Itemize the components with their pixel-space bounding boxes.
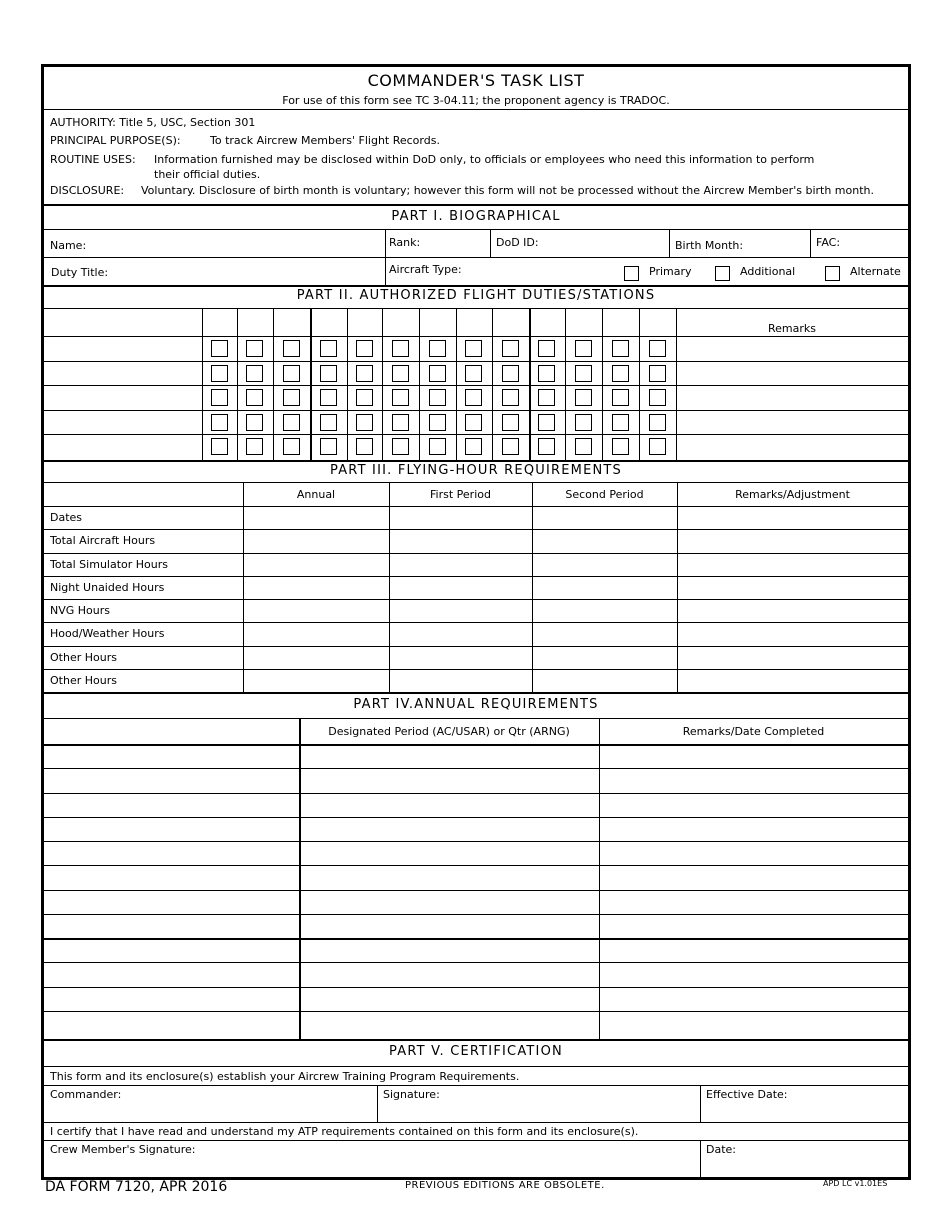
part3-cell[interactable]: [679, 555, 906, 574]
divider: [532, 482, 533, 692]
station-checkbox[interactable]: [283, 438, 300, 455]
station-checkbox[interactable]: [575, 414, 592, 431]
part4-remarks-cell[interactable]: [602, 843, 905, 863]
part3-cell[interactable]: [245, 601, 387, 620]
station-checkbox[interactable]: [575, 438, 592, 455]
part3-cell[interactable]: [534, 671, 675, 690]
station-checkbox[interactable]: [612, 340, 629, 357]
divider: [44, 692, 908, 694]
station-checkbox[interactable]: [211, 365, 228, 382]
part4-period-cell[interactable]: [302, 819, 596, 839]
divider: [44, 285, 908, 287]
part3-cell[interactable]: [679, 601, 906, 620]
station-checkbox[interactable]: [575, 365, 592, 382]
form-title: COMMANDER'S TASK LIST: [367, 71, 585, 90]
station-checkbox[interactable]: [246, 365, 263, 382]
dod-id-input[interactable]: [544, 237, 664, 253]
part4-period-header: Designated Period (AC/USAR) or Qtr (ARNG): [328, 725, 570, 738]
divider: [44, 553, 908, 554]
part3-cell[interactable]: [245, 508, 387, 527]
part3-cell[interactable]: [245, 555, 387, 574]
part3-cell[interactable]: [679, 648, 906, 667]
station-checkbox[interactable]: [392, 365, 409, 382]
station-checkbox[interactable]: [612, 365, 629, 382]
station-checkbox[interactable]: [649, 389, 666, 406]
commander-input[interactable]: [50, 1103, 372, 1119]
primary-checkbox[interactable]: [624, 266, 639, 281]
station-checkbox[interactable]: [465, 438, 482, 455]
station-checkbox[interactable]: [211, 389, 228, 406]
routine-uses-text: Information furnished may be disclosed within DoD only, to officials or employees who need this information to perform: [154, 153, 815, 166]
disclosure-label: DISCLOSURE:: [50, 184, 125, 197]
station-checkbox[interactable]: [502, 414, 519, 431]
station-checkbox[interactable]: [538, 365, 555, 382]
part4-remarks-cell[interactable]: [602, 916, 905, 936]
part3-cell[interactable]: [245, 648, 387, 667]
part3-cell[interactable]: [391, 555, 530, 574]
part3-row-label: Hood/Weather Hours: [50, 627, 165, 641]
divider: [44, 529, 908, 530]
part3-cell[interactable]: [534, 531, 675, 550]
divider: [44, 460, 908, 462]
obsolete-notice: PREVIOUS EDITIONS ARE OBSOLETE.: [405, 1180, 605, 1191]
divider: [243, 482, 244, 692]
divider: [44, 1039, 908, 1041]
part4-remarks-cell[interactable]: [602, 819, 905, 839]
name-label: Name:: [50, 239, 87, 252]
station-checkbox[interactable]: [538, 438, 555, 455]
divider: [700, 1140, 701, 1177]
divider: [389, 482, 390, 692]
part4-period-cell[interactable]: [302, 746, 596, 766]
form-id: DA FORM 7120, APR 2016: [45, 1179, 228, 1195]
station-checkbox[interactable]: [320, 389, 337, 406]
routine-uses-label: ROUTINE USES:: [50, 153, 136, 166]
divider: [44, 1066, 908, 1067]
station-checkbox[interactable]: [211, 438, 228, 455]
divider: [44, 669, 908, 670]
purpose-label: PRINCIPAL PURPOSE(S):: [50, 134, 181, 147]
station-checkbox[interactable]: [429, 365, 446, 382]
part4-period-cell[interactable]: [302, 867, 596, 887]
station-checkbox[interactable]: [246, 438, 263, 455]
part2-row: [44, 385, 908, 410]
part3-cell[interactable]: [534, 555, 675, 574]
part4-requirement-cell[interactable]: [46, 867, 296, 887]
part3-cell[interactable]: [391, 624, 530, 643]
part3-cell[interactable]: [534, 648, 675, 667]
part3-cell[interactable]: [391, 671, 530, 690]
part4-period-cell[interactable]: [302, 795, 596, 815]
crew-signature-label: Crew Member's Signature:: [50, 1143, 196, 1156]
part3-cell[interactable]: [679, 531, 906, 550]
part2-row: [44, 336, 908, 361]
divider: [44, 768, 908, 769]
part3-cell[interactable]: [679, 624, 906, 643]
station-checkbox[interactable]: [502, 340, 519, 357]
form-subtitle: For use of this form see TC 3-04.11; the proponent agency is TRADOC.: [282, 94, 670, 107]
station-checkbox[interactable]: [429, 438, 446, 455]
part1-title: PART I. BIOGRAPHICAL: [391, 209, 561, 224]
part4-requirement-cell[interactable]: [46, 1013, 296, 1033]
fac-label: FAC:: [816, 236, 841, 249]
crew-signature-field[interactable]: [50, 1158, 695, 1174]
alternate-checkbox[interactable]: [825, 266, 840, 281]
authority-text: AUTHORITY: Title 5, USC, Section 301: [50, 116, 256, 129]
divider: [377, 1085, 378, 1122]
part4-remarks-cell[interactable]: [602, 964, 905, 984]
part4-remarks-cell[interactable]: [602, 989, 905, 1009]
part5-title: PART V. CERTIFICATION: [389, 1044, 563, 1059]
station-checkbox[interactable]: [320, 365, 337, 382]
routine-uses-text-cont: their official duties.: [154, 168, 261, 181]
station-checkbox[interactable]: [356, 365, 373, 382]
signature-label: Signature:: [383, 1088, 440, 1101]
divider: [44, 865, 908, 866]
station-checkbox[interactable]: [356, 414, 373, 431]
station-checkbox[interactable]: [649, 438, 666, 455]
divider: [700, 1085, 701, 1122]
disclosure-text: Voluntary. Disclosure of birth month is voluntary; however this form will not be processed without the Aircrew Member's birth month.: [141, 184, 874, 197]
divider: [44, 257, 908, 258]
station-checkbox[interactable]: [211, 414, 228, 431]
part4-requirement-cell[interactable]: [46, 989, 296, 1009]
commander-signature-field[interactable]: [383, 1103, 695, 1119]
divider: [44, 109, 908, 110]
rank-input[interactable]: [424, 237, 484, 253]
station-checkbox[interactable]: [283, 340, 300, 357]
part4-period-cell[interactable]: [302, 843, 596, 863]
part4-requirement-cell[interactable]: [46, 770, 296, 790]
part4-remarks-cell[interactable]: [602, 746, 905, 766]
part4-requirement-cell[interactable]: [46, 819, 296, 839]
rank-label: Rank:: [389, 236, 421, 249]
divider: [599, 718, 600, 1039]
divider: [44, 718, 908, 719]
part3-cell[interactable]: [391, 531, 530, 550]
divider: [44, 646, 908, 647]
part3-cell[interactable]: [245, 624, 387, 643]
divider: [44, 229, 908, 230]
station-checkbox[interactable]: [649, 365, 666, 382]
station-checkbox[interactable]: [320, 414, 337, 431]
divider: [44, 576, 908, 577]
station-checkbox[interactable]: [502, 365, 519, 382]
part4-requirement-cell[interactable]: [46, 843, 296, 863]
station-checkbox[interactable]: [392, 414, 409, 431]
divider: [44, 890, 908, 891]
part4-remarks-header: Remarks/Date Completed: [682, 725, 825, 738]
station-checkbox[interactable]: [320, 340, 337, 357]
commander-label: Commander:: [50, 1088, 122, 1101]
part3-row-label: Night Unaided Hours: [50, 580, 165, 594]
part3-row-label: Total Simulator Hours: [50, 557, 168, 571]
part4-requirement-cell[interactable]: [46, 940, 296, 960]
part3-cell[interactable]: [679, 508, 906, 527]
version-label: APD LC v1.01ES: [823, 1179, 888, 1188]
station-checkbox[interactable]: [649, 414, 666, 431]
station-checkbox[interactable]: [211, 340, 228, 357]
part4-remarks-cell[interactable]: [602, 940, 905, 960]
divider: [44, 1122, 908, 1123]
certify-statement: I certify that I have read and understand my ATP requirements contained on this form and its enclosure(s).: [50, 1125, 639, 1138]
part4-requirement-cell[interactable]: [46, 892, 296, 912]
station-checkbox[interactable]: [356, 340, 373, 357]
birth-month-input[interactable]: [744, 237, 806, 253]
part3-cell[interactable]: [534, 578, 675, 597]
part3-cell[interactable]: [679, 671, 906, 690]
part3-cell[interactable]: [534, 508, 675, 527]
divider: [490, 229, 491, 257]
station-checkbox[interactable]: [356, 438, 373, 455]
part3-row-label: Other Hours: [50, 650, 117, 664]
station-checkbox[interactable]: [612, 438, 629, 455]
divider: [44, 1011, 908, 1012]
divider: [44, 1140, 908, 1141]
station-checkbox[interactable]: [246, 340, 263, 357]
divider: [677, 482, 678, 692]
part4-period-cell[interactable]: [302, 964, 596, 984]
divider: [44, 841, 908, 842]
station-checkbox[interactable]: [246, 414, 263, 431]
effective-date-label: Effective Date:: [706, 1088, 788, 1101]
alternate-label: Alternate: [850, 265, 901, 278]
part3-cell[interactable]: [391, 648, 530, 667]
part4-remarks-cell[interactable]: [602, 795, 905, 815]
part3-row-label: Other Hours: [50, 673, 117, 687]
part2-remarks-header: Remarks: [768, 322, 816, 335]
divider: [299, 718, 301, 1039]
dod-id-label: DoD ID:: [496, 236, 539, 249]
part4-remarks-cell[interactable]: [602, 770, 905, 790]
station-checkbox[interactable]: [392, 340, 409, 357]
duty-title-input[interactable]: [112, 264, 380, 280]
station-checkbox[interactable]: [356, 389, 373, 406]
station-checkbox[interactable]: [502, 389, 519, 406]
station-checkbox[interactable]: [465, 389, 482, 406]
divider: [44, 793, 908, 794]
station-checkbox[interactable]: [538, 414, 555, 431]
part3-cell[interactable]: [391, 601, 530, 620]
station-checkbox[interactable]: [320, 438, 337, 455]
divider: [44, 914, 908, 915]
part4-period-cell[interactable]: [302, 916, 596, 936]
part2-title: PART II. AUTHORIZED FLIGHT DUTIES/STATIONS: [296, 288, 656, 303]
part4-period-cell[interactable]: [302, 770, 596, 790]
station-checkbox[interactable]: [246, 389, 263, 406]
station-checkbox[interactable]: [392, 389, 409, 406]
part4-remarks-cell[interactable]: [602, 1013, 905, 1033]
divider: [44, 308, 908, 309]
station-checkbox[interactable]: [575, 389, 592, 406]
date-label: Date:: [706, 1143, 736, 1156]
part4-remarks-cell[interactable]: [602, 867, 905, 887]
divider: [669, 229, 670, 257]
station-checkbox[interactable]: [612, 389, 629, 406]
part3-cell[interactable]: [245, 531, 387, 550]
part4-requirement-cell[interactable]: [46, 746, 296, 766]
part4-remarks-cell[interactable]: [602, 892, 905, 912]
divider: [44, 204, 908, 206]
divider: [44, 599, 908, 600]
part3-row-label: Dates: [50, 511, 83, 524]
divider: [44, 482, 908, 483]
effective-date-input[interactable]: [706, 1103, 902, 1119]
duty-title-label: Duty Title:: [51, 266, 109, 279]
part3-row-label: NVG Hours: [50, 604, 111, 617]
part4-period-cell[interactable]: [302, 1013, 596, 1033]
station-checkbox[interactable]: [502, 438, 519, 455]
divider: [44, 987, 908, 988]
station-checkbox[interactable]: [465, 365, 482, 382]
part4-requirement-cell[interactable]: [46, 964, 296, 984]
date-input[interactable]: [706, 1158, 902, 1174]
station-checkbox[interactable]: [283, 389, 300, 406]
part4-period-cell[interactable]: [302, 940, 596, 960]
station-checkbox[interactable]: [392, 438, 409, 455]
station-checkbox[interactable]: [649, 340, 666, 357]
additional-checkbox[interactable]: [715, 266, 730, 281]
birth-month-label: Birth Month:: [675, 239, 744, 252]
part3-column-header: Remarks/Adjustment: [735, 488, 850, 501]
divider: [44, 962, 908, 963]
certification-statement: This form and its enclosure(s) establish your Aircrew Training Program Requirements.: [50, 1070, 520, 1083]
divider: [44, 1085, 908, 1086]
station-checkbox[interactable]: [283, 365, 300, 382]
divider: [44, 506, 908, 507]
part2-row: [44, 410, 908, 435]
part4-title: PART IV.ANNUAL REQUIREMENTS: [353, 697, 599, 712]
fac-input[interactable]: [846, 237, 904, 253]
part3-column-header: Annual: [296, 488, 336, 501]
divider: [44, 817, 908, 818]
additional-label: Additional: [740, 265, 796, 278]
part3-cell[interactable]: [679, 578, 906, 597]
part3-cell[interactable]: [534, 624, 675, 643]
purpose-text: To track Aircrew Members' Flight Records.: [210, 134, 440, 147]
divider: [44, 622, 908, 623]
part3-cell[interactable]: [534, 601, 675, 620]
part3-cell[interactable]: [245, 671, 387, 690]
part3-title: PART III. FLYING-HOUR REQUIREMENTS: [330, 463, 622, 478]
station-checkbox[interactable]: [612, 414, 629, 431]
station-checkbox[interactable]: [283, 414, 300, 431]
name-input[interactable]: [94, 237, 379, 253]
part3-column-header: Second Period: [565, 488, 644, 501]
part2-row: [44, 434, 908, 459]
station-checkbox[interactable]: [575, 340, 592, 357]
station-checkbox[interactable]: [429, 414, 446, 431]
station-checkbox[interactable]: [465, 414, 482, 431]
station-checkbox[interactable]: [429, 340, 446, 357]
station-checkbox[interactable]: [429, 389, 446, 406]
part3-column-header: First Period: [430, 488, 491, 501]
part4-requirement-cell[interactable]: [46, 795, 296, 815]
aircraft-type-label: Aircraft Type:: [389, 263, 462, 276]
part3-cell[interactable]: [391, 508, 530, 527]
divider: [810, 229, 811, 257]
part2-row: [44, 361, 908, 386]
part4-period-cell[interactable]: [302, 989, 596, 1009]
part3-cell[interactable]: [391, 578, 530, 597]
commanders-task-list-form: [41, 64, 911, 1180]
part3-cell[interactable]: [245, 578, 387, 597]
station-checkbox[interactable]: [538, 340, 555, 357]
part3-row-label: Total Aircraft Hours: [50, 534, 156, 548]
part4-requirement-cell[interactable]: [46, 916, 296, 936]
station-checkbox[interactable]: [538, 389, 555, 406]
station-checkbox[interactable]: [465, 340, 482, 357]
part4-period-cell[interactable]: [302, 892, 596, 912]
primary-label: Primary: [649, 265, 692, 278]
